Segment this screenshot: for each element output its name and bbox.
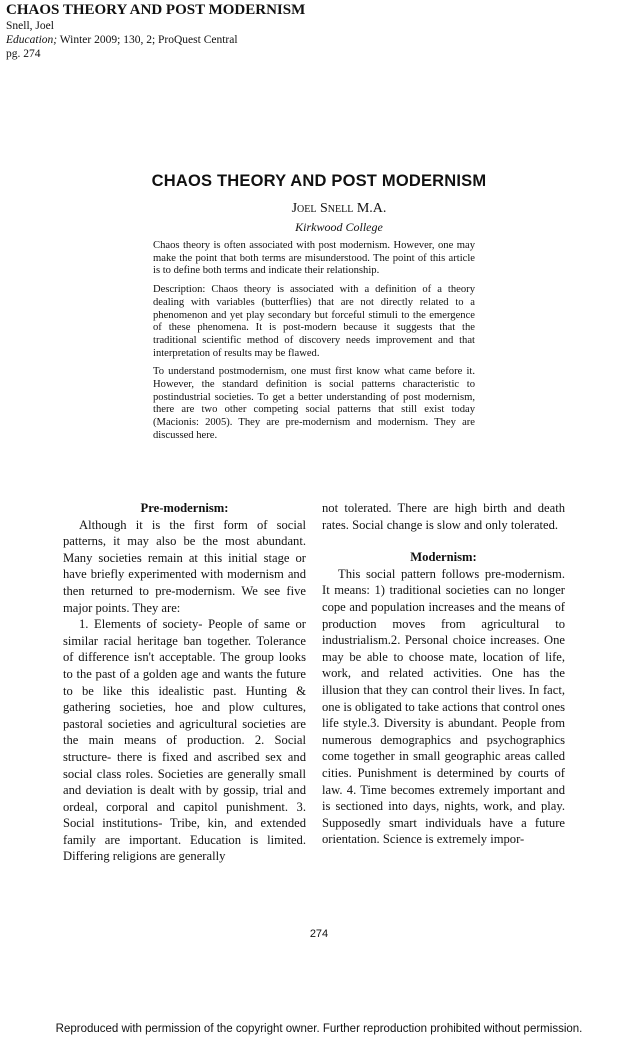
abstract bbox=[153, 240, 475, 449]
section-gap bbox=[322, 533, 565, 549]
citation-author: Snell, Joel bbox=[6, 20, 54, 32]
citation-header bbox=[6, 2, 305, 61]
author-degree: M.A. bbox=[353, 201, 387, 216]
abstract-paragraph: Chaos theory is often associated with post modernism. However, one may make the point that both terms are misunderstood. The point of this article is to define both terms and indicate their relationship. bbox=[153, 240, 475, 277]
left-column bbox=[63, 500, 306, 865]
section-heading-modernism: Modernism: bbox=[410, 550, 477, 565]
article-author bbox=[0, 201, 638, 217]
body-paragraph: Although it is the first form of social patterns, it may also be the most abundant. Many societies remain at this initial stage or have briefly experimented with modernism and then returned to pre-modernism. We see five major points. They are: bbox=[63, 517, 306, 615]
body-paragraph: not tolerated. There are high birth and death rates. Social change is slow and only tolerated. bbox=[322, 501, 565, 532]
article-title: CHAOS THEORY AND POST MODERNISM bbox=[151, 172, 487, 190]
author-name: Joel Snell bbox=[291, 201, 354, 216]
body-paragraph: This social pattern follows pre-modernism. It means: 1) traditional societies can no longer cope and population increases and the means of production moves from agricultural to industrialism.2. Personal choice increases. One may be able to choose mate, location of life, work, and related activities. One has the illusion that they can control their lives. In fact, one is obligated to take actions that control ones life style.3. Diversity is abundant. People from numerous demographics and psychographics come together in small geographic areas called cities. Punishment is determined by courts of law. 4. Time becomes extremely important and is sectioned into days, nights, work, and play. Supposedly smart individuals have a future orientation. Science is extremely impor- bbox=[322, 566, 565, 847]
section-heading-premodernism: Pre-modernism: bbox=[140, 501, 229, 515]
citation-source bbox=[6, 33, 305, 47]
abstract-paragraph: Description: Chaos theory is associated with a definition of a theory dealing with variables (butterflies) that are not directly related to a phenomenon and yet play secondary but forceful stimuli to the emergence of these phenomena. It is post-modern because it suggests that the traditional scientific method of discovery needs improvement and that interpretation of results may be flawed. bbox=[153, 284, 475, 359]
citation-issue: Winter 2009; 130, 2; ProQuest Central bbox=[57, 34, 238, 46]
author-affiliation: Kirkwood College bbox=[295, 220, 383, 234]
page-number: 274 bbox=[309, 928, 329, 940]
abstract-paragraph: To understand postmodernism, one must first know what came before it. However, the standard definition is social patterns characteristic to postindustrial societies. To get a better understanding of post modernism, there are two other competing social patterns that still exist today (Macionis: 2005). They are pre-modernism and modernism. They are discussed here. bbox=[153, 366, 475, 441]
body-paragraph: 1. Elements of society- People of same or similar racial heritage ban together. Tolerance of difference isn't acceptable. The group looks to the past of a golden age and wants the future to be like this idealistic past. Hunting & gathering societies, hoe and plow cultures, pastoral societies and agricultural societies are the main means of production. 2. Social structure- there is fixed and ascribed sex and social class roles. Societies are generally small and deviation is dealt with by gossip, trial and ordeal, corporal and capitol punishment. 3. Social institutions- Tribe, kin, and extended family are important. Education is limited. Differing religions are generally bbox=[63, 617, 306, 864]
citation-journal: Education; bbox=[6, 34, 58, 46]
copyright-footer: Reproduced with permission of the copyright owner. Further reproduction prohibited without permission. bbox=[55, 1023, 583, 1035]
citation-title: CHAOS THEORY AND POST MODERNISM bbox=[6, 2, 306, 18]
right-column bbox=[322, 500, 565, 848]
citation-page: pg. 274 bbox=[6, 48, 41, 60]
